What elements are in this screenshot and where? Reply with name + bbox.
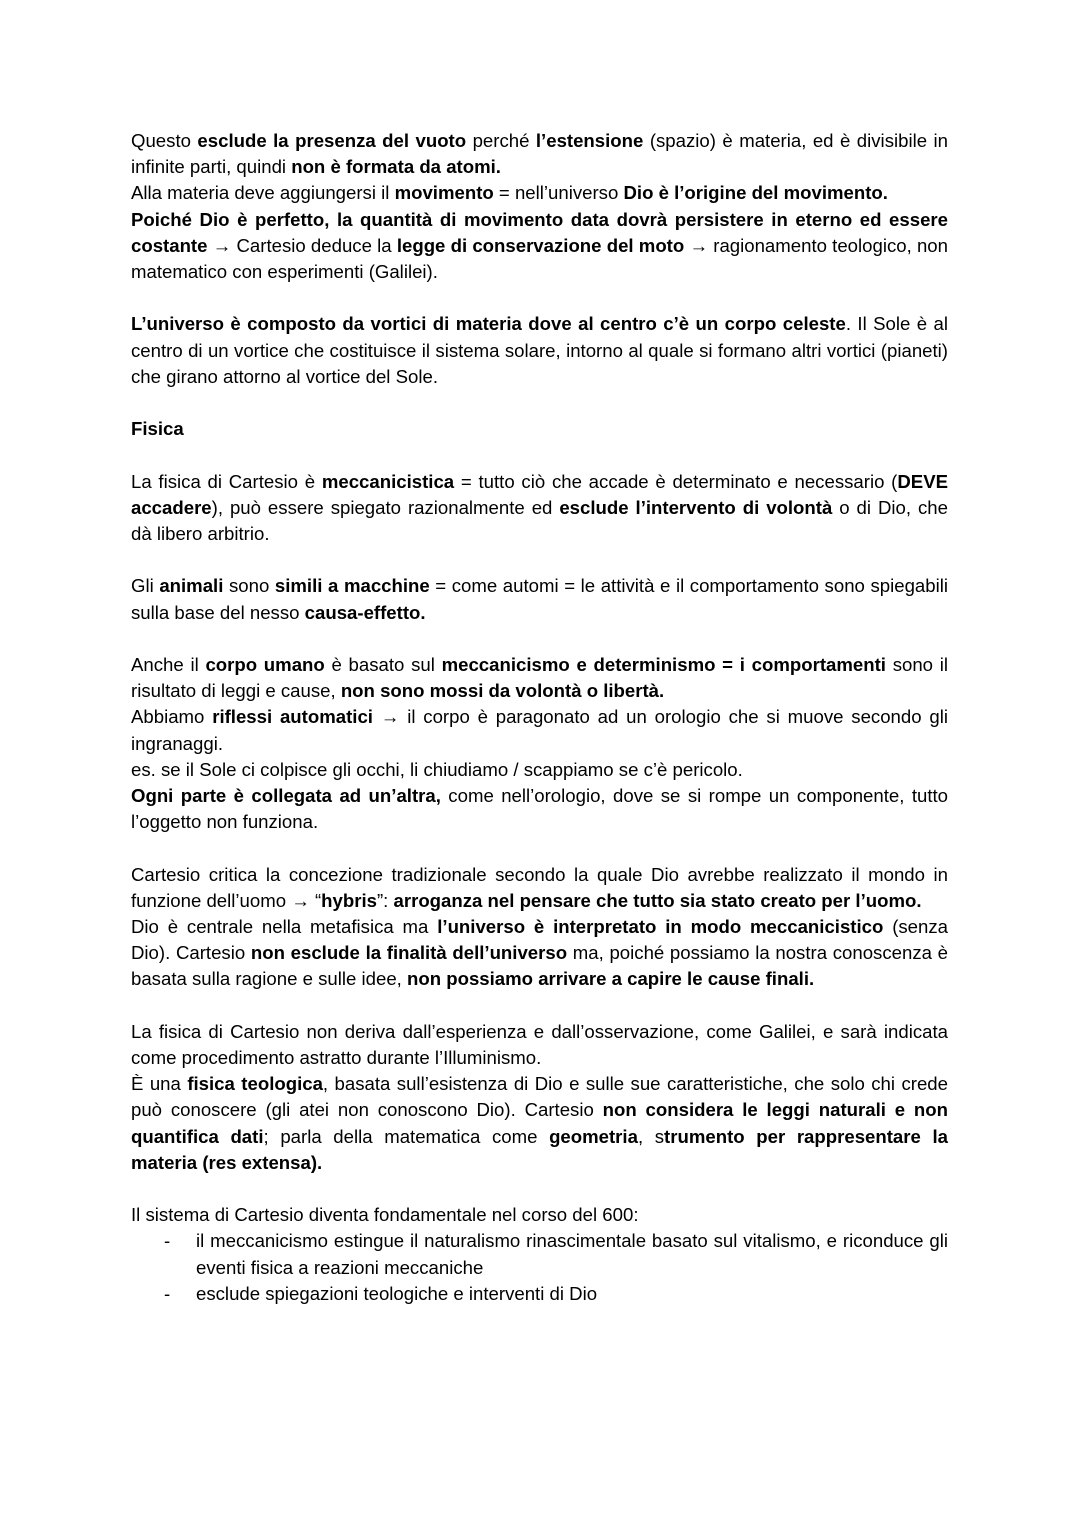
- paragraph: [131, 1019, 948, 1071]
- text-run: è basato sul: [324, 653, 442, 675]
- text-run: Alla materia deve aggiungersi il: [131, 182, 395, 204]
- paragraph: [131, 180, 948, 206]
- text-run: → il corpo è paragonato ad un orologio che si muove secondo gli ingranaggi.: [131, 706, 948, 754]
- paragraph: [131, 783, 948, 835]
- paragraph: [131, 469, 948, 548]
- bold-text: hybris: [321, 889, 377, 911]
- bold-text: Dio è l’origine del movimento.: [623, 182, 888, 204]
- bold-text: meccanicistica: [321, 470, 455, 492]
- text-block: [131, 652, 948, 835]
- text-run: Anche il: [131, 653, 206, 675]
- text-run: Questo: [131, 130, 198, 151]
- bold-text: esclude l’intervento di volontà: [559, 496, 833, 518]
- text-run: È una: [131, 1073, 188, 1095]
- text-run: Dio è centrale nella metafisica ma: [131, 916, 438, 937]
- paragraph: [131, 573, 948, 625]
- text-run: = nell’universo: [493, 182, 624, 204]
- document-page: [131, 128, 948, 1307]
- paragraph: [131, 1071, 948, 1176]
- paragraph: [131, 757, 948, 783]
- list-item: [131, 1281, 948, 1307]
- text-run: Il sistema di Cartesio diventa fondamentale nel corso del 600:: [131, 1204, 639, 1226]
- list-item-text: esclude spiegazioni teologiche e interventi di Dio: [196, 1282, 598, 1304]
- section-heading: [131, 416, 948, 442]
- text-run: ma, poiché possiamo la nostra conoscenza è basata sulla ragione e sulle idee,: [131, 942, 948, 990]
- text-run: = tutto ciò che accade è determinato e necessario (: [454, 470, 898, 492]
- text-run: es. se il Sole ci colpisce gli occhi, li chiudiamo / scappiamo se c’è pericolo.: [131, 758, 743, 780]
- text-run: , s: [637, 1125, 665, 1147]
- list-item: [131, 1228, 948, 1280]
- bold-text: l’estensione: [535, 130, 644, 151]
- text-block: [131, 128, 948, 285]
- paragraph: [131, 862, 948, 914]
- bold-text: non considera le leggi naturali e non quantifica dati: [131, 1099, 948, 1147]
- text-run: perché: [466, 130, 536, 151]
- bold-text: geometria: [549, 1125, 638, 1147]
- bold-text: meccanicismo e determinismo = i comportamenti: [441, 653, 886, 675]
- text-run: Gli: [131, 575, 160, 597]
- paragraph: [131, 311, 948, 390]
- bold-text: DEVE accadere: [131, 470, 948, 518]
- bold-text: Poiché Dio è perfetto, la quantità di movimento data dovrà persistere in eterno ed essere costante: [131, 208, 948, 256]
- bold-text: L’universo è composto da vortici di materia dove al centro c’è un corpo celeste: [131, 313, 846, 335]
- bold-text: non possiamo arrivare a capire le cause finali.: [407, 968, 815, 990]
- paragraph: [131, 652, 948, 704]
- paragraph: [131, 704, 948, 756]
- text-run: o di Dio, che dà libero arbitrio.: [131, 496, 948, 544]
- bold-text: fisica teologica: [187, 1073, 323, 1095]
- text-run: come nell’orologio, dove se si rompe un componente, tutto l’oggetto non funziona.: [131, 785, 948, 833]
- bold-text: movimento: [394, 182, 494, 204]
- text-run: La fisica di Cartesio è: [131, 470, 322, 492]
- bold-text: non sono mossi da volontà o libertà.: [340, 680, 665, 702]
- bold-text: simili a macchine: [274, 575, 430, 597]
- paragraph: [131, 207, 948, 286]
- text-block: [131, 862, 948, 993]
- text-run: (senza Dio). Cartesio: [131, 916, 949, 964]
- bold-text: Fisica: [131, 418, 184, 440]
- text-block: [131, 1019, 948, 1176]
- text-block: [131, 469, 948, 548]
- text-run: , basata sull’esistenza di Dio e sulle sue caratteristiche, che solo chi crede può conoscere (gli atei non conoscono Dio). Cartesio: [131, 1073, 948, 1121]
- bold-text: Ogni parte è collegata ad un’altra,: [131, 785, 441, 806]
- list-item-text: il meccanicismo estingue il naturalismo rinascimentale basato sul vitalismo, e riconduce gli eventi fisica a reazioni meccaniche: [196, 1230, 948, 1278]
- text-run: Cartesio critica la concezione tradizionale secondo la quale Dio avrebbe realizzato il mondo in funzione dell’uomo → “: [131, 863, 948, 911]
- text-run: La fisica di Cartesio non deriva dall’esperienza e dall’osservazione, come Galilei, e sarà indicata come procedimento astratto durante l’Illuminismo.: [131, 1020, 948, 1068]
- bold-text: l’universo è interpretato in modo meccanicistico: [437, 916, 884, 937]
- bold-text: causa-effetto.: [304, 601, 426, 623]
- bold-text: riflessi automatici: [212, 706, 373, 728]
- text-run: sono il risultato di leggi e cause,: [131, 653, 948, 702]
- bold-text: corpo umano: [205, 653, 325, 675]
- text-run: . Il Sole è al centro di un vortice che costituisce il sistema solare, intorno al quale si formano altri vortici (pianeti) che girano attorno al vortice del Sole.: [131, 313, 949, 387]
- text-run: ; parla della matematica come: [263, 1125, 550, 1147]
- bold-text: legge di conservazione del moto: [396, 234, 685, 256]
- bold-text: non è formata da atomi.: [291, 156, 501, 178]
- text-run: ), può essere spiegato razionalmente ed: [211, 496, 560, 518]
- paragraph: [131, 128, 948, 180]
- paragraph: [131, 914, 948, 993]
- bullet-list: [131, 1228, 948, 1307]
- bold-text: animali: [159, 575, 224, 597]
- text-run: → ragionamento teologico, non matematico con esperimenti (Galilei).: [131, 234, 948, 283]
- text-block: [131, 1202, 948, 1307]
- text-run: = come automi = le attività e il comportamento sono spiegabili sulla base del nesso: [131, 575, 948, 623]
- text-run: → Cartesio deduce la: [207, 234, 397, 256]
- bold-text: non esclude la finalità dell’universo: [250, 942, 568, 964]
- text-run: sono: [223, 575, 275, 597]
- bold-text: arroganza nel pensare che tutto sia stato creato per l’uomo.: [393, 889, 922, 911]
- text-run: Abbiamo: [131, 706, 213, 728]
- text-block: [131, 573, 948, 625]
- dash-bullet-icon: -: [164, 1282, 171, 1304]
- paragraph: [131, 416, 948, 442]
- text-block: [131, 311, 948, 390]
- paragraph: [131, 1202, 948, 1228]
- text-run: ”:: [376, 889, 394, 911]
- bold-text: esclude la presenza del vuoto: [197, 130, 467, 151]
- text-run: (spazio) è materia, ed è divisibile in infinite parti, quindi: [131, 130, 948, 178]
- bold-text: trumento per rappresentare la materia (res extensa).: [131, 1125, 948, 1173]
- dash-bullet-icon: -: [164, 1230, 171, 1252]
